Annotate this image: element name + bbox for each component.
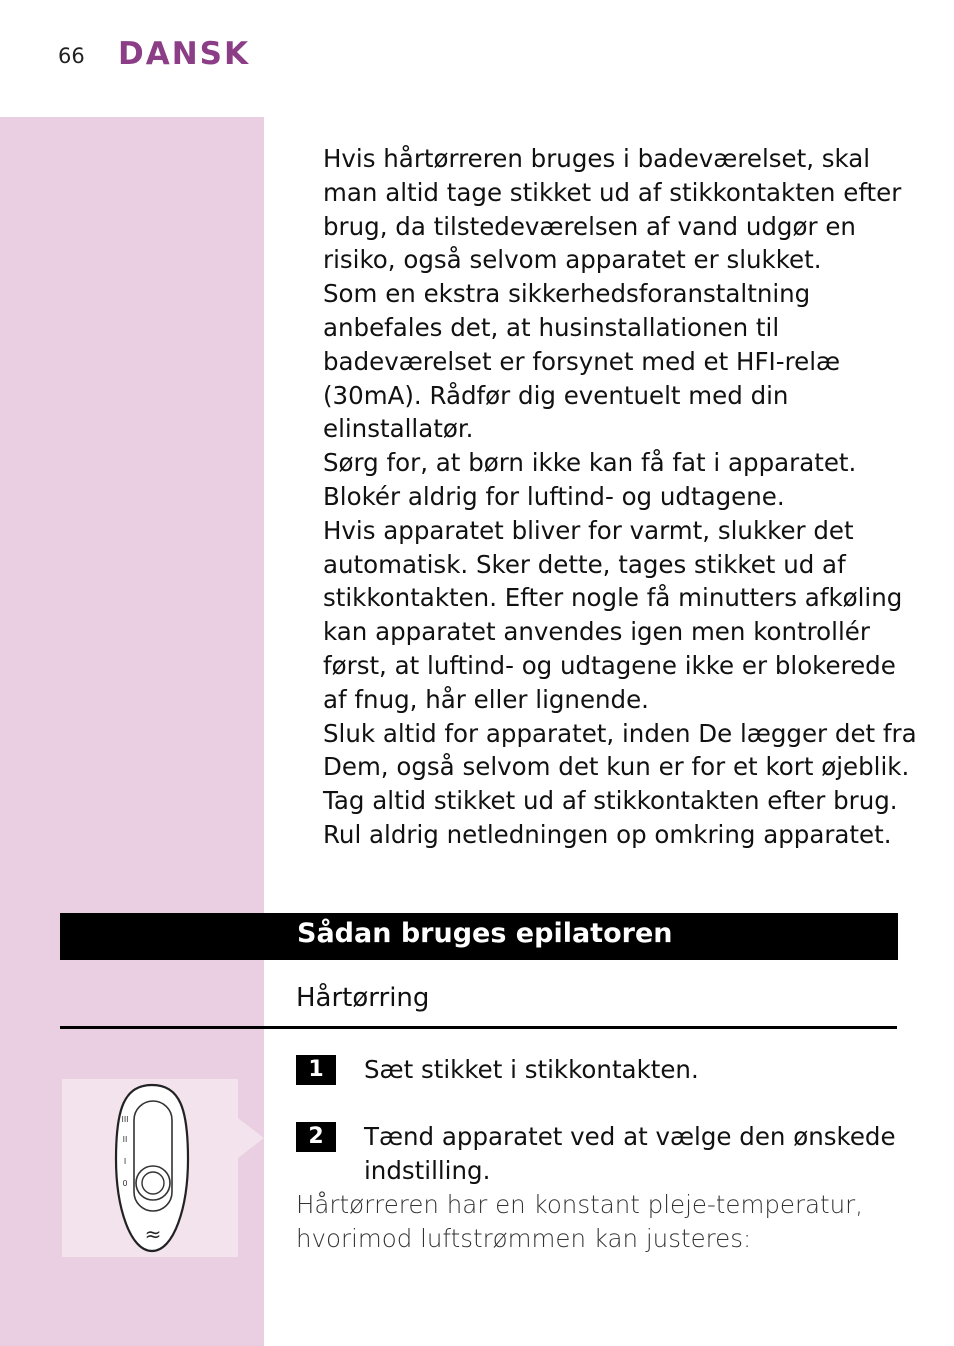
subheading: Hårtørring xyxy=(296,983,430,1013)
step-number-badge: 2 xyxy=(296,1122,336,1152)
speed-label: 0 xyxy=(122,1179,128,1188)
warning-item: Sluk altid for apparatet, inden De lægger det fra Dem, også selvom det kun er for et kort øjeblik. xyxy=(323,718,917,782)
warning-item: Blokér aldrig for luftind- og udtagene. xyxy=(323,481,785,511)
step-text: Sæt stikket i stikkontakten. xyxy=(364,1055,699,1084)
divider-rule xyxy=(60,1026,897,1029)
illustration-panel xyxy=(62,1079,238,1257)
illustration-pointer xyxy=(238,1118,264,1158)
warning-item: Hvis apparatet bliver for varmt, slukker det automatisk. Sker dette, tages stikket ud af stikkontakten. Efter nogle få minutters afkøling kan apparatet anvendes igen men kontrollér først, at luftind- og udtagene ikke er blokerede af fnug, hår eller lignende. xyxy=(323,515,903,714)
section-header-bar xyxy=(60,913,898,960)
airflow-symbol: ≈ xyxy=(144,1222,162,1246)
switch-knob-inner-icon xyxy=(142,1172,164,1194)
section-title: Sådan bruges epilatoren xyxy=(297,918,673,949)
page-number: 66 xyxy=(58,44,85,68)
dryer-switch-illustration-icon xyxy=(62,1079,238,1257)
step-number-badge: 1 xyxy=(296,1055,336,1085)
warnings-list xyxy=(323,142,923,852)
warning-item: Hvis hårtørreren bruges i badeværelset, skal man altid tage stikket ud af stikkontakten efter brug, da tilstedeværelsen af vand udgør en risiko, også selvom apparatet er slukket. xyxy=(323,144,902,275)
warning-item: Som en ekstra sikkerhedsforanstaltning anbefales det, at husinstallationen til badeværelset er forsynet med et HFI-relæ (30mA). Rådfør dig eventuelt med din elinstallatør. xyxy=(323,279,841,444)
warning-item: Rul aldrig netledningen op omkring apparatet. xyxy=(323,819,892,849)
speed-label: II xyxy=(122,1135,128,1144)
speed-label: III xyxy=(121,1115,129,1124)
warning-item: Tag altid stikket ud af stikkontakten efter brug. xyxy=(323,786,898,816)
language-heading: DANSK xyxy=(118,36,251,72)
speed-label: I xyxy=(123,1157,127,1166)
step-text: Tænd apparatet ved at vælge den ønskede indstilling. xyxy=(364,1122,896,1185)
warning-item: Sørg for, at børn ikke kan få fat i apparatet. xyxy=(323,448,857,478)
note-text: Hårtørreren har en konstant pleje-temperatur, hvorimod luftstrømmen kan justeres: xyxy=(296,1190,864,1253)
